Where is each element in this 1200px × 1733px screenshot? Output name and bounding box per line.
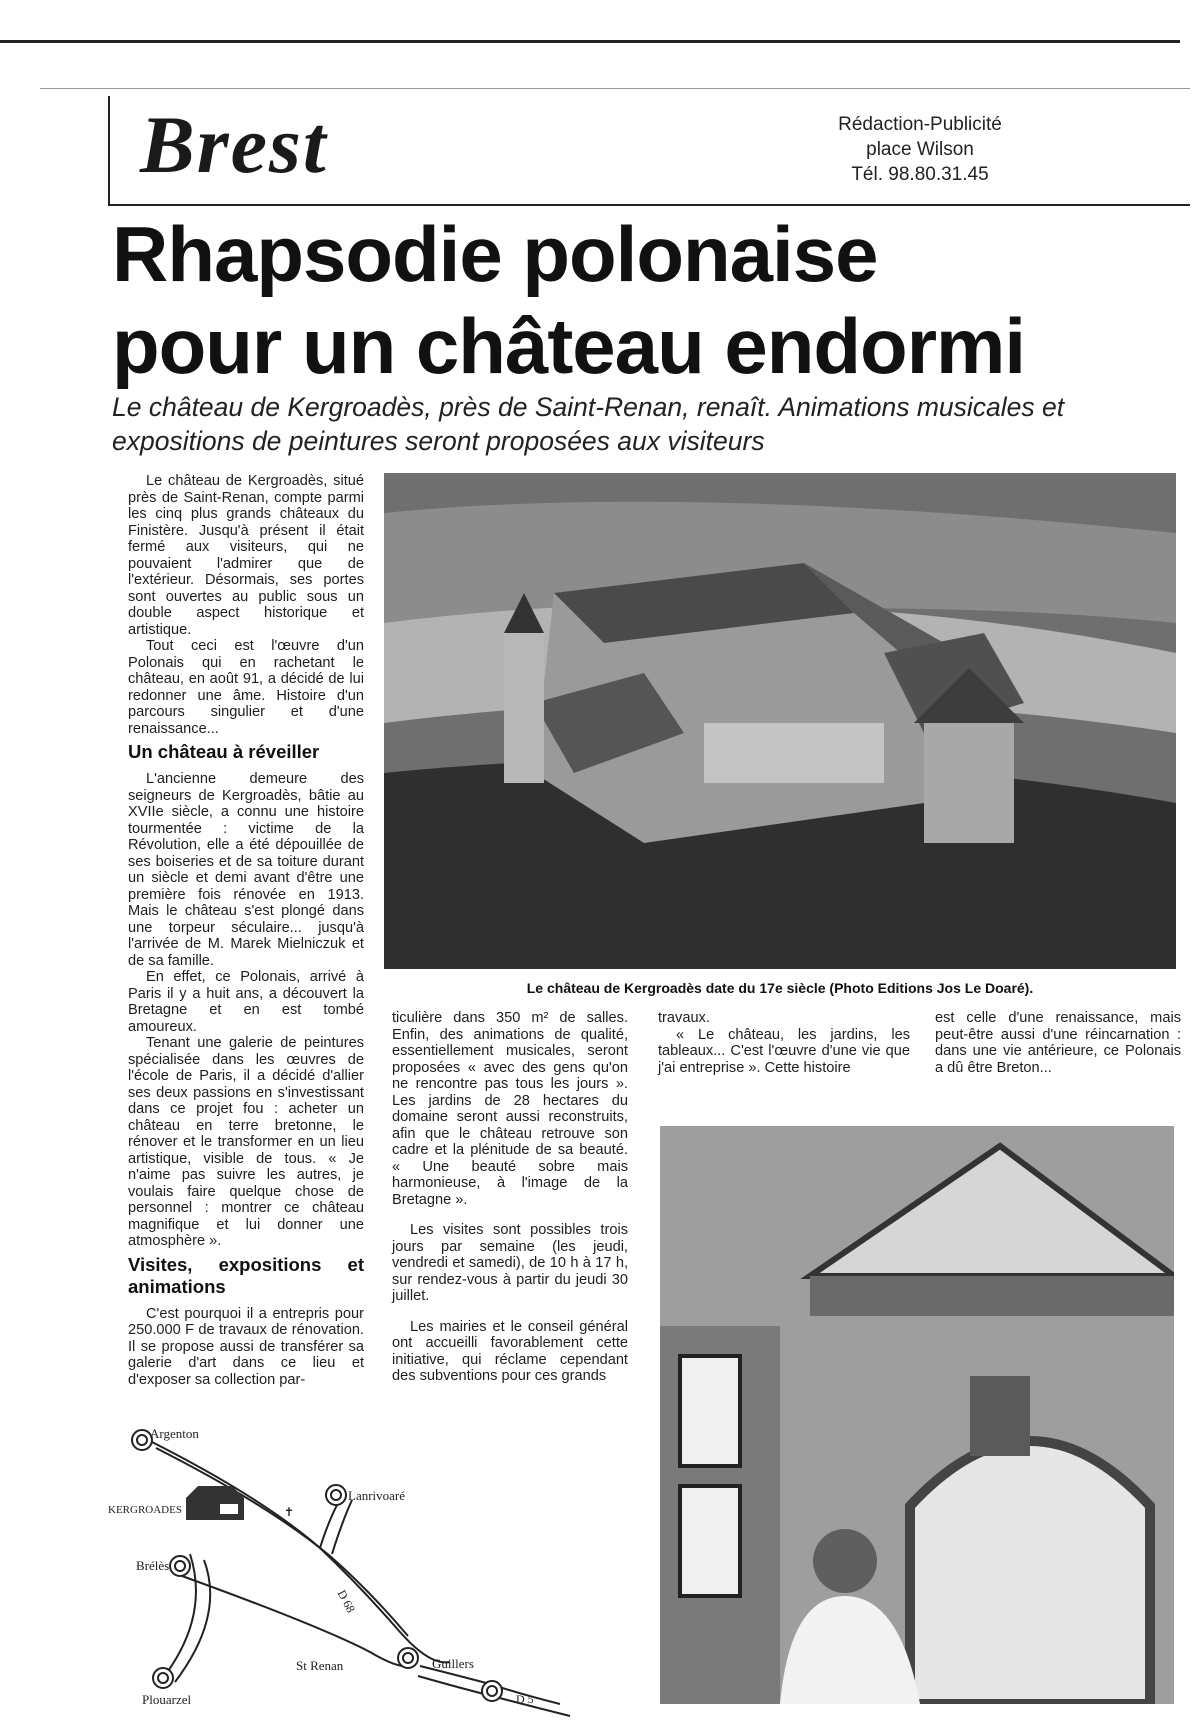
road-label: D 5 bbox=[516, 1692, 534, 1706]
contact-line: Tél. 98.80.31.45 bbox=[851, 164, 989, 185]
paragraph: C'est pourquoi il a entrepris pour 250.000 F de travaux de rénovation. Il se propose aussi de transférer sa galerie d'art dans ce lieu et d'exposer sa collection par- bbox=[128, 1305, 364, 1388]
subheading: Visites, expositions et animations bbox=[128, 1253, 364, 1297]
paragraph: L'ancienne demeure des seigneurs de Kergroadès, bâtie au XVIIe siècle, a connu une histoire tourmentée : victime de la Révolution, elle a été dépouillée de ses boiseries et de sa toiture durant un siècle et demi avant d'être une première fois rénovée en 1913. Mais le château s'est plongé dans une torpeur séculaire... jusqu'à l'arrivée de M. Marek Mielniczuk et de sa famille. bbox=[128, 771, 364, 969]
map-label: Plouarzel bbox=[142, 1692, 192, 1707]
paragraph: « Le château, les jardins, les tableaux... C'est l'œuvre d'une vie que j'ai entreprise ». Cette histoire bbox=[658, 1026, 910, 1076]
road-label: D 68 bbox=[334, 1587, 359, 1616]
facade-illustration bbox=[660, 1126, 1174, 1704]
map-label: Argenton bbox=[150, 1426, 199, 1441]
map-label: Brélès bbox=[136, 1558, 170, 1573]
paragraph: Les mairies et le conseil général ont accueilli favorablement cette initiative, qui réclame cependant des subventions pour ces grands bbox=[392, 1318, 628, 1384]
headline-line-2: pour un château endormi bbox=[112, 302, 1026, 390]
paragraph: En effet, ce Polonais, arrivé à Paris il y a huit ans, a découvert la Bretagne et en est tombé amoureux. bbox=[128, 969, 364, 1035]
svg-text:✝: ✝ bbox=[284, 1505, 295, 1519]
headline-line-1: Rhapsodie polonaise bbox=[112, 210, 878, 298]
paragraph: Le château de Kergroadès, situé près de Saint-Renan, compte parmi les cinq plus grands châteaux du Finistère. Jusqu'à présent il était fermé aux visiteurs, qui ne pouvaient l'admirer que de l'extérieur. Désormais, ses portes sont ouvertes au public sous un double aspect historique et artistique. bbox=[128, 473, 364, 638]
paragraph: ticulière dans 350 m² de salles. Enfin, des animations de qualité, essentiellement musicales, seront proposées « avec des gens qu'on ne rencontre pas tous les jours ». Les jardins de 28 hectares du domaine seront aussi reconstruits, afin que le château retrouve son cadre et la plénitude de sa beauté. « Une beauté sobre mais harmonieuse, à l'image de la Bretagne ». bbox=[392, 1010, 628, 1208]
contact-line: place Wilson bbox=[866, 139, 974, 160]
paragraph: travaux. bbox=[658, 1010, 710, 1026]
map-label: Guillers bbox=[432, 1656, 474, 1671]
map-label: Lanrivoaré bbox=[348, 1488, 406, 1503]
standfirst: Le château de Kergroadès, près de Saint-Renan, renaît. Animations musicales et expositions de peintures seront proposées aux visiteurs bbox=[112, 392, 1065, 456]
article-column-1 bbox=[128, 473, 364, 1388]
photo-caption: Le château de Kergroadès date du 17e siècle (Photo Editions Jos Le Doaré). bbox=[526, 980, 1034, 996]
top-rule-thin bbox=[40, 88, 1190, 89]
paragraph: Tout ceci est l'œuvre d'un Polonais qui en rachetant le château, en août 91, a décidé de lui redonner une âme. Histoire d'un parcours singulier et d'une renaissance... bbox=[128, 638, 364, 737]
paragraph: Tenant une galerie de peintures spécialisée dans les œuvres de l'école de Paris, il a décidé d'allier ses deux passions en s'investissant dans ce projet fou : acheter un château en terre bretonne, le rénover et le transformer en un lieu artistique, visible de tous. « Je n'aime pas suivre les autres, je voulais faire quelque chose de personnel : montrer ce château magnifique et lui donner une atmosphère ». bbox=[128, 1035, 364, 1249]
top-rule bbox=[0, 40, 1180, 43]
owner-photo bbox=[660, 1126, 1174, 1704]
section-title: Brest bbox=[140, 99, 328, 190]
castle-photo bbox=[384, 473, 1176, 969]
castle-illustration bbox=[384, 473, 1176, 969]
contact-block bbox=[790, 112, 1050, 187]
route-map bbox=[120, 1426, 640, 1728]
paragraph: est celle d'une renaissance, mais peut-être aussi d'une réincarnation : dans une vie antérieure, ce Polonais a dû être Breton... bbox=[935, 1010, 1181, 1076]
contact-line: Rédaction-Publicité bbox=[838, 114, 1002, 135]
paragraph: Les visites sont possibles trois jours par semaine (les jeudi, vendredi et samedi), de 10 h à 17 h, sur rendez-vous à partir du jeudi 30 juillet. bbox=[392, 1222, 628, 1304]
article-column-3 bbox=[658, 1010, 910, 1076]
location-map bbox=[108, 1426, 640, 1728]
article-column-4 bbox=[935, 1010, 1181, 1076]
map-label: St Renan bbox=[296, 1658, 344, 1673]
map-label: KERGROADES bbox=[108, 1504, 182, 1516]
headline bbox=[112, 208, 1192, 392]
subheading: Un château à réveiller bbox=[128, 741, 320, 762]
article-column-2 bbox=[392, 1010, 628, 1385]
